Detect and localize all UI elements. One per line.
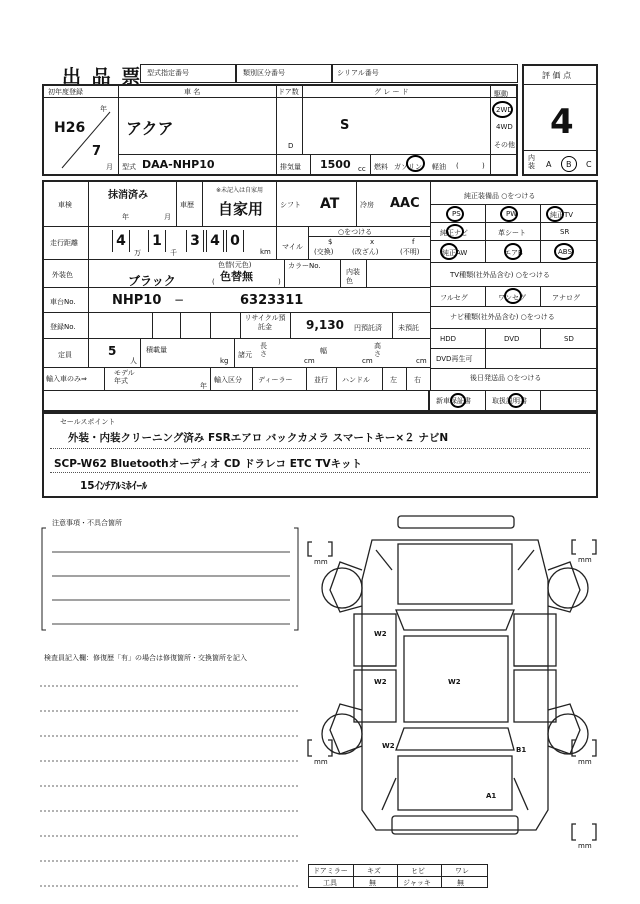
- first-reg-month: 7: [92, 144, 102, 159]
- vehicle-block: [42, 84, 518, 176]
- later-manual: 取扱説明書: [492, 397, 527, 405]
- genuine-title: 純正装備品 ○をつける: [464, 192, 536, 200]
- mileage-km: km: [260, 248, 271, 256]
- color-label: 外装色: [52, 271, 73, 279]
- mileage-digit-2: 1: [148, 230, 166, 252]
- color-no-label: カラーNo.: [288, 262, 321, 270]
- footer-h-break: ワレ: [455, 867, 469, 875]
- shift-label: シフト: [280, 201, 301, 209]
- fuel-gasoline: ガソリン: [394, 163, 422, 171]
- interior-grade-label: 内装: [528, 154, 535, 170]
- import-year: 年: [200, 382, 207, 390]
- repaint-paren-open: (: [212, 278, 215, 286]
- navi-title: ナビ種類(社外品含む) ○をつける: [450, 313, 555, 321]
- later-title: 後日発送品 ○をつける: [470, 374, 542, 382]
- recycle-value: 9,130: [306, 318, 344, 332]
- aircon-label: 冷房: [360, 201, 374, 209]
- handle-right: 右: [414, 376, 421, 384]
- mileage-sen: 千: [170, 249, 177, 257]
- drive-4wd: 4WD: [496, 123, 513, 131]
- color-value: ブラック: [128, 274, 176, 288]
- mileage-digit-1: 4: [112, 230, 130, 252]
- displacement-value: 1500: [320, 158, 351, 171]
- mm-bottom: mm: [578, 842, 592, 850]
- footer-jack: ジャッキ: [403, 879, 431, 887]
- doors-suffix: D: [288, 142, 294, 150]
- interior-color-label: 内装色: [346, 268, 360, 285]
- opt-abs-circle: [554, 243, 574, 260]
- displacement-label: 排気量: [280, 163, 301, 171]
- repaint-value: 色替無: [220, 270, 253, 283]
- import-dealer: ディーラー: [258, 376, 293, 384]
- opt-ps-circle: [446, 206, 464, 222]
- mileage-digit-4: 4: [206, 230, 224, 252]
- shaken-label: 車検: [58, 201, 72, 209]
- mileage-mile: マイル: [282, 243, 303, 251]
- gasoline-circle: [406, 155, 425, 172]
- month-suffix: 月: [106, 163, 113, 171]
- opt-navi-circle: [446, 224, 464, 239]
- height-cm: cm: [416, 357, 427, 365]
- footer-h-crack: ヒビ: [411, 867, 425, 875]
- shaken-year: 年: [122, 213, 129, 221]
- name-label: 車 名: [184, 88, 201, 96]
- mark-rear-door-w2: W2: [374, 678, 387, 686]
- opt-pw-circle: [500, 206, 518, 222]
- katashiki-field: [140, 64, 236, 83]
- opt-ps: PS: [452, 210, 461, 218]
- interior-a: A: [546, 160, 552, 169]
- dvd-playback: DVD再生可: [436, 355, 473, 363]
- opt-aw-circle: [440, 243, 458, 260]
- capacity-unit: 人: [130, 357, 137, 365]
- mark-bumper-a1: A1: [486, 792, 497, 800]
- year-suffix: 年: [100, 105, 107, 113]
- recycle-not-deposited: 未預託: [398, 324, 419, 332]
- mark-roof-w2: W2: [448, 678, 461, 686]
- opt-pw: PW: [506, 210, 518, 218]
- fuel-paren-open: (: [456, 162, 459, 170]
- tv-oneseg: ワンセグ: [498, 294, 526, 302]
- load-label: 積載量: [146, 346, 167, 354]
- score-value: 4: [550, 102, 574, 142]
- cc-unit: cc: [358, 165, 366, 173]
- capacity-value: 5: [108, 344, 117, 358]
- drive-2wd: 2WD: [496, 106, 513, 114]
- chassis-dash: −: [174, 293, 185, 307]
- sales-line-3: 15ｲﾝﾁｱﾙﾐﾎｲｰﾙ: [80, 480, 148, 492]
- tv-oneseg-circle: [504, 288, 522, 304]
- fuel-label: 燃料: [374, 163, 388, 171]
- mileage-digit-5: 0: [226, 230, 244, 252]
- navi-dvd: DVD: [504, 335, 520, 343]
- mileage-digit-3: 3: [186, 230, 204, 252]
- handle-left: 左: [390, 376, 397, 384]
- shift-value: AT: [320, 196, 340, 212]
- mileage-opt3-sym: f: [412, 238, 415, 246]
- opt-airbag: エアB: [504, 249, 523, 257]
- sales-points-label: セールスポイント: [60, 418, 116, 426]
- capacity-label: 定員: [58, 351, 72, 359]
- length-label: 長さ: [260, 342, 267, 358]
- footer-h-scratch: キズ: [367, 867, 381, 875]
- model-label: 型式: [122, 163, 136, 171]
- mileage-opt2: (改ざん): [352, 248, 379, 256]
- opt-sr: SR: [560, 228, 570, 236]
- navi-hdd: HDD: [440, 335, 457, 343]
- chassis-prefix: NHP10: [112, 293, 162, 308]
- drive-other: その他: [494, 141, 515, 149]
- mileage-opt1: (交換): [314, 248, 334, 256]
- opt-airbag-circle: [504, 243, 522, 260]
- interior-b: B: [566, 160, 572, 169]
- first-reg-label: 初年度登録: [48, 88, 83, 96]
- shaken-value: 抹消済み: [108, 190, 148, 201]
- recycle-deposited: 円預託済: [354, 324, 382, 332]
- mm-front-right: mm: [578, 556, 592, 564]
- score-label: 評 価 点: [542, 71, 572, 80]
- chassis-number: 6323311: [240, 293, 304, 308]
- tv-title: TV種類(社外品含む) ○をつける: [450, 271, 550, 279]
- repaint-label: 色替(元色): [218, 261, 252, 269]
- later-warranty-circle: [450, 393, 466, 408]
- mileage-opt3: (不明): [400, 248, 420, 256]
- history-label: 車歴: [180, 201, 194, 209]
- import-label: 輸入車のみ⇒: [46, 375, 87, 383]
- ruibetsu-field: [236, 64, 332, 83]
- history-note: ※未記入は自家用: [216, 187, 264, 194]
- opt-tv-circle: [546, 206, 564, 222]
- first-reg-year: H26: [54, 120, 86, 136]
- sales-line-2: SCP-W62 Bluetoothオーディオ CD ドラレコ ETC TVキット: [54, 458, 362, 470]
- width-cm: cm: [362, 357, 373, 365]
- inspector-lines: [40, 664, 302, 894]
- history-value: 自家用: [218, 200, 264, 218]
- opt-navi: 純正ナビ: [440, 229, 468, 237]
- grade-label: グ レ ー ド: [374, 88, 409, 96]
- repaint-paren-close: ): [278, 278, 281, 286]
- length-cm: cm: [304, 357, 315, 365]
- model-value: DAA-NHP10: [142, 158, 215, 171]
- mileage-opt2-sym: x: [370, 238, 375, 246]
- doors-label: ドア数: [278, 88, 299, 96]
- import-parallel: 並行: [314, 376, 328, 384]
- car-name: アクア: [126, 119, 174, 138]
- fuel-paren-close: ): [482, 162, 485, 170]
- mm-rear-left: mm: [314, 758, 328, 766]
- sales-points-box: [42, 412, 598, 498]
- import-category-label: 輸入区分: [214, 376, 242, 384]
- tv-fullseg: フルセグ: [440, 294, 468, 302]
- sales-line-1: 外装・内装クリーニング済み FSRエアロ バックカメラ スマートキー×２ ナビN: [68, 432, 449, 444]
- caution-label: 注意事項・不具合箇所: [52, 519, 122, 527]
- footer-jack-value: 無: [457, 879, 464, 887]
- serial-label: シリアル番号: [337, 69, 379, 77]
- opt-aw: 純正AW: [442, 249, 468, 257]
- recycle-label: リサイクル預託金: [244, 314, 286, 331]
- fuel-light-oil: 軽油: [432, 163, 446, 171]
- mileage-circle-note: ○をつける: [338, 228, 373, 236]
- footer-tools-value: 無: [369, 879, 376, 887]
- mileage-label: 走行距離: [50, 239, 78, 247]
- drive-label: 駆動: [494, 90, 508, 98]
- katashiki-label: 型式指定番号: [147, 69, 189, 77]
- later-manual-circle: [508, 393, 524, 408]
- later-items-row: [428, 390, 598, 412]
- mark-rear-left-w2: W2: [382, 742, 395, 750]
- aircon-value: AAC: [390, 196, 420, 211]
- ruibetsu-label: 類別区分番号: [243, 69, 285, 77]
- mileage-opt1-sym: $: [328, 238, 333, 246]
- navi-sd: SD: [564, 335, 574, 343]
- footer-table: [308, 864, 488, 888]
- width-label: 幅: [320, 347, 327, 355]
- mm-front-left: mm: [314, 558, 328, 566]
- footer-h-mirror: ドアミラー: [313, 867, 348, 875]
- opt-tv: 純正TV: [550, 211, 574, 219]
- mark-rear-right-b1: B1: [516, 746, 527, 754]
- load-kg: kg: [220, 357, 229, 365]
- grade-value: S: [340, 118, 350, 133]
- model-year-label: モデル年式: [114, 369, 135, 385]
- chassis-label: 車台No.: [50, 298, 76, 306]
- caution-bracket: [40, 524, 300, 634]
- opt-abs: ABS: [558, 248, 572, 256]
- drive-2wd-circle: [492, 101, 513, 118]
- mm-rear-right: mm: [578, 758, 592, 766]
- handle-label: ハンドル: [342, 376, 370, 384]
- footer-tools: 工具: [323, 879, 337, 887]
- registration-label: 登録No.: [50, 323, 76, 331]
- serial-field: [332, 64, 518, 83]
- tv-analog: アナログ: [552, 294, 580, 302]
- inspector-label: 検査員記入欄：修復歴「有」の場合は修復箇所・交換箇所を記入: [44, 654, 247, 662]
- interior-b-circle: [561, 156, 577, 172]
- height-label: 高さ: [374, 342, 381, 358]
- inspection-block: [42, 180, 598, 412]
- score-box: [522, 64, 598, 176]
- interior-c: C: [586, 160, 592, 169]
- shaken-month: 月: [164, 213, 171, 221]
- mark-front-door-w2: W2: [374, 630, 387, 638]
- later-warranty: 新車保証書: [436, 397, 471, 405]
- sheet-title: 出 品 票: [62, 66, 143, 88]
- dims-label: 諸元: [238, 351, 252, 359]
- mileage-man: 万: [134, 249, 141, 257]
- opt-leather: 革シート: [498, 229, 526, 237]
